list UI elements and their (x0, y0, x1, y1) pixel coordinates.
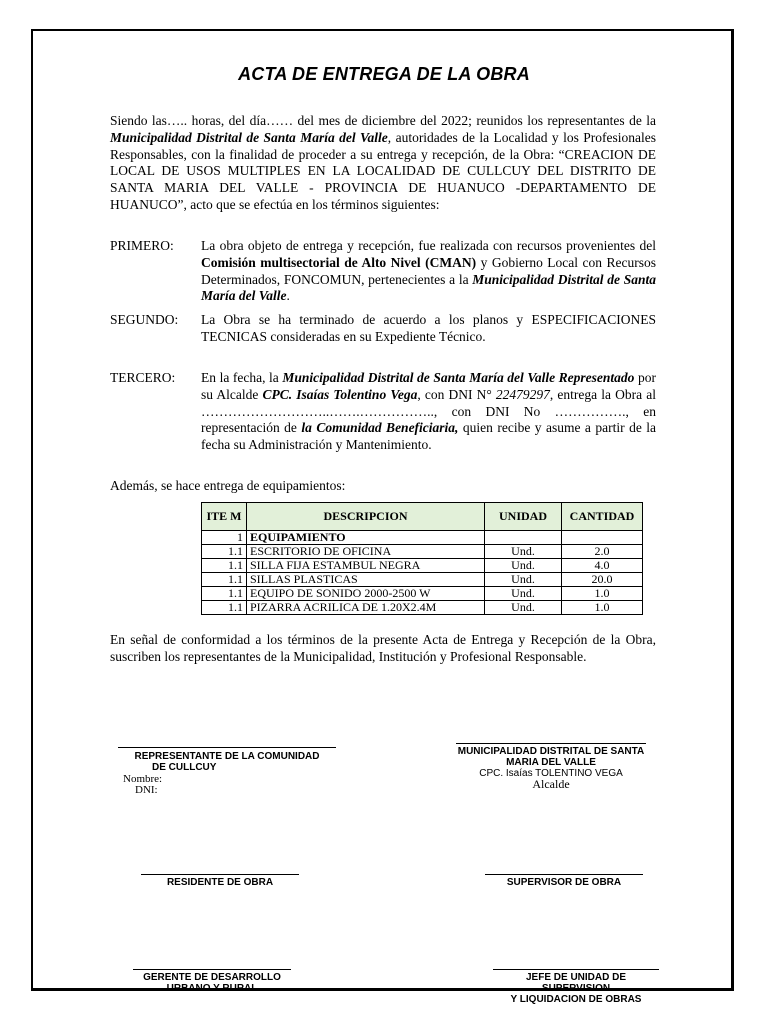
signature-residente: RESIDENTE DE OBRA (141, 874, 299, 888)
clause-label: PRIMERO: (110, 238, 174, 253)
signature-municipalidad: MUNICIPALIDAD DISTRITAL DE SANTA MARIA DEL VALLE CPC. Isaías TOLENTINO VEGA Alcalde (456, 743, 646, 790)
signature-supervisor: SUPERVISOR DE OBRA (485, 874, 643, 888)
clause-text: En la fecha, la Municipalidad Distrital de Santa María del Valle Representado por su Alcalde CPC. Isaías Tolentino Vega, con DNI N° 22479297, entrega la Obra al ………………………..…….…………….., con DNI No ……………., en representación de la Comunidad Beneficiaria, quien recibe y asume a partir de la fecha su Administración y Mantenimiento. (201, 370, 657, 453)
header-quantity: CANTIDAD (562, 503, 643, 531)
municipality-name: Municipalidad Distrital de Santa María del Valle (110, 129, 388, 145)
conformity-paragraph: En señal de conformidad a los términos de la presente Acta de Entrega y Recepción de la Obra, suscriben los representantes de la Municipalidad, Institución y Profesional Responsable. (110, 632, 656, 664)
table-row: 1.1 EQUIPO DE SONIDO 2000-2500 W Und. 1.0 (202, 587, 643, 601)
signature-jefe: JEFE DE UNIDAD DE SUPERVISION Y LIQUIDACION DE OBRAS (493, 969, 659, 1005)
table-row: 1.1 SILLAS PLASTICAS Und. 20.0 (202, 573, 643, 587)
clause-primero (110, 238, 656, 305)
table-row: 1 EQUIPAMIENTO (202, 531, 643, 545)
signature-line (456, 743, 646, 744)
signature-line (118, 747, 336, 748)
signature-line (493, 969, 659, 970)
document-title: ACTA DE ENTREGA DE LA OBRA (238, 64, 530, 84)
clause-text: La obra objeto de entrega y recepción, fue realizada con recursos provenientes del Comisión multisectorial de Alto Nivel (CMAN) y Gobierno Local con Recursos Determinados, FONCOMUN, pertenecientes a la Municipalidad Distrital de Santa María del Valle. (201, 238, 656, 304)
intro-paragraph: Siendo las….. horas, del día…… del mes de diciembre del 2022; reunidos los representantes de la Municipalidad Distrital de Santa María del Valle, autoridades de la Localidad y los Profesionales Responsables, con la finalidad de proceder a su entrega y recepción, de la Obra: “CREACION DE LOCAL DE USOS MULTIPLES EN LA LOCALIDAD DE CULLCUY DEL DISTRITO DE SANTA MARIA DEL VALLE - PROVINCIA DE HUANUCO -DEPARTAMENTO DE HUANUCO”, acto que se efectúa en los términos siguientes: (110, 113, 656, 212)
signature-line (133, 969, 291, 970)
table-row: 1.1 SILLA FIJA ESTAMBUL NEGRA Und. 4.0 (202, 559, 643, 573)
clause-label: TERCERO: (110, 370, 176, 385)
table-row: 1.1 PIZARRA ACRILICA DE 1.20X2.4M Und. 1.0 (202, 601, 643, 615)
equipment-table (201, 502, 643, 615)
signature-comunidad: REPRESENTANTE DE LA COMUNIDAD DE CULLCUY Nombre: DNI: (118, 747, 336, 796)
clause-label: SEGUNDO: (110, 312, 179, 327)
table-header-row (202, 503, 643, 531)
header-unit: UNIDAD (485, 503, 562, 531)
signature-gerente: GERENTE DE DESARROLLO URBANO Y RURAL (133, 969, 291, 994)
signature-line (485, 874, 643, 875)
signature-line (141, 874, 299, 875)
header-description: DESCRIPCION (247, 503, 485, 531)
equipment-intro: Además, se hace entrega de equipamientos: (110, 478, 346, 493)
header-item: ITE M (202, 503, 247, 531)
table-row: 1.1 ESCRITORIO DE OFICINA Und. 2.0 (202, 545, 643, 559)
clause-tercero (110, 370, 656, 454)
clause-text: La Obra se ha terminado de acuerdo a los planos y ESPECIFICACIONES TECNICAS consideradas en su Expediente Técnico. (201, 312, 656, 344)
clause-segundo (110, 312, 656, 346)
